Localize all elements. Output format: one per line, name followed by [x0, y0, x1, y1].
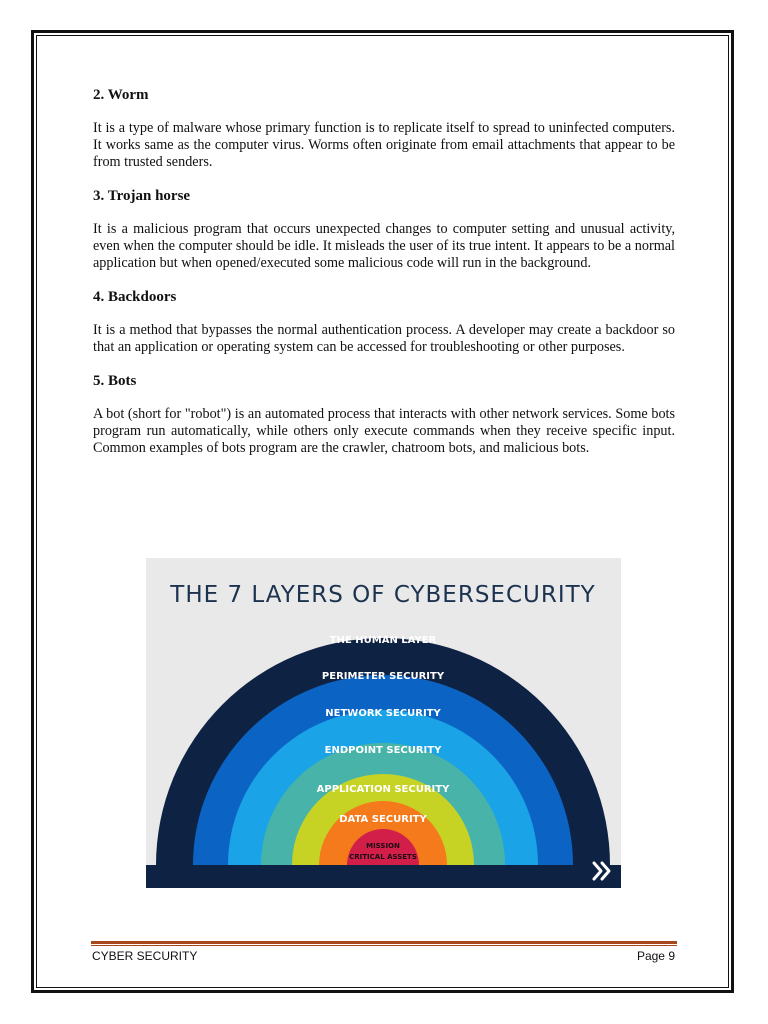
- layer-label-line1: MISSION: [366, 842, 400, 850]
- section-heading: 4. Backdoors: [93, 289, 177, 305]
- section-heading: 2. Worm: [93, 87, 149, 103]
- layers-diagram: [146, 558, 621, 888]
- section-bots: [93, 372, 675, 457]
- section-paragraph: It is a method that bypasses the normal authentication process. A developer may create a backdoor so that an application or operating system can be accessed for troubleshooting or other purposes.: [93, 322, 675, 355]
- layer-label: NETWORK SECURITY: [325, 708, 441, 719]
- layer-label: DATA SECURITY: [339, 814, 427, 825]
- section-worm: [93, 86, 675, 171]
- layer-label-line2: CRITICAL ASSETS: [349, 853, 417, 861]
- section-paragraph: It is a type of malware whose primary function is to replicate itself to spread to uninfected computers. It works same as the computer virus. Worms often originate from email attachments that appear to be from trusted senders.: [93, 120, 675, 170]
- figure-footer-band: [146, 865, 621, 888]
- layer-label: ENDPOINT SECURITY: [324, 745, 442, 756]
- page-number: Page 9: [636, 949, 675, 963]
- layer-label: THE HUMAN LAYER: [329, 635, 437, 646]
- footer-title: CYBER SECURITY: [92, 949, 198, 963]
- cybersecurity-layers-figure: [146, 558, 621, 888]
- section-trojan-horse: [93, 187, 675, 272]
- document-body: [93, 86, 675, 473]
- section-backdoors: [93, 288, 675, 356]
- footer-rule-thin: [91, 945, 677, 946]
- section-paragraph: It is a malicious program that occurs unexpected changes to computer setting and unusual activity, even when the computer should be idle. It misleads the user of its true intent. It appears to be a normal application but when opened/executed some malicious code will run in the background.: [93, 221, 675, 271]
- section-heading: 3. Trojan horse: [93, 188, 191, 204]
- footer-rule-thick: [91, 941, 677, 944]
- section-heading: 5. Bots: [93, 373, 137, 389]
- layer-label: PERIMETER SECURITY: [321, 671, 445, 682]
- figure-title: THE 7 LAYERS OF CYBERSECURITY: [170, 582, 596, 608]
- section-paragraph: A bot (short for "robot") is an automated process that interacts with other network services. Some bots program run automatically, while others only execute commands when they receive specific input. Common examples of bots program are the crawler, chatroom bots, and malicious bots.: [93, 406, 675, 456]
- layer-label: APPLICATION SECURITY: [316, 784, 450, 795]
